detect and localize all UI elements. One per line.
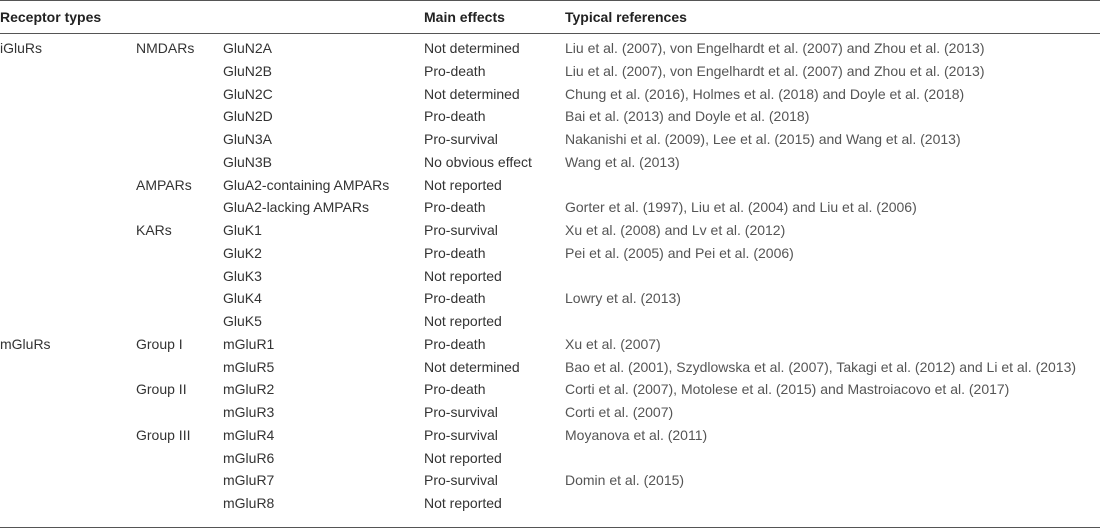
references-cell: Xu et al. (2008) and Lv et al. (2012) xyxy=(565,222,786,238)
references-cell: Bao et al. (2001), Szydlowska et al. (2007), Takagi et al. (2012) and Li et al. (2013) xyxy=(565,358,1077,375)
table-row xyxy=(0,493,1100,516)
main-effect-cell: Not determined xyxy=(424,40,520,56)
receptor-subtype-cell: mGluR1 xyxy=(223,335,275,352)
table-row xyxy=(0,243,1100,266)
table-row xyxy=(0,61,1100,84)
table-row xyxy=(0,311,1100,334)
main-effect-cell: Pro-death xyxy=(424,290,486,307)
main-effect-cell: Pro-death xyxy=(424,381,486,398)
table-row xyxy=(0,152,1100,175)
receptor-subtype-cell: GluK5 xyxy=(223,313,262,329)
receptor-group-cell: Group II xyxy=(136,381,187,398)
table-header-row xyxy=(0,0,1100,33)
main-effect-cell: Pro-survival xyxy=(424,472,498,489)
main-effect-cell: No obvious effect xyxy=(424,153,532,170)
receptor-subtype-cell: GluA2-containing AMPARs xyxy=(223,176,390,193)
references-cell: Liu et al. (2007), von Engelhardt et al. (2007) and Zhou et al. (2013) xyxy=(565,62,985,79)
main-effect-cell: Not determined xyxy=(424,358,520,375)
receptor-subtype-cell: mGluR4 xyxy=(223,426,275,443)
receptor-subtype-cell: mGluR5 xyxy=(223,358,275,375)
references-cell: Moyanova et al. (2011) xyxy=(565,426,708,443)
table-row xyxy=(0,288,1100,311)
receptor-subtype-cell: GluK1 xyxy=(223,222,262,238)
main-effect-cell: Not reported xyxy=(424,449,502,466)
references-cell: Gorter et al. (1997), Liu et al. (2004) and Liu et al. (2006) xyxy=(565,199,917,216)
receptor-subtype-cell: mGluR7 xyxy=(223,472,275,489)
header-typical-references: Typical references xyxy=(565,9,687,25)
main-effect-cell: Pro-death xyxy=(424,335,486,352)
references-cell: Xu et al. (2007) xyxy=(565,335,661,352)
receptor-subtype-cell: GluA2-lacking AMPARs xyxy=(223,199,370,216)
table-row xyxy=(0,266,1100,289)
table-row xyxy=(0,106,1100,129)
references-cell: Liu et al. (2007), von Engelhardt et al. (2007) and Zhou et al. (2013) xyxy=(565,40,985,56)
receptor-group-cell: Group I xyxy=(136,335,183,352)
receptor-subtype-cell: GluN2B xyxy=(223,62,273,79)
references-cell: Nakanishi et al. (2009), Lee et al. (2015) and Wang et al. (2013) xyxy=(565,131,961,147)
references-cell: Chung et al. (2016), Holmes et al. (2018) and Doyle et al. (2018) xyxy=(565,85,965,102)
receptor-subtype-cell: GluN3B xyxy=(223,153,273,170)
receptor-group-cell: KARs xyxy=(136,222,172,238)
table-row xyxy=(0,357,1100,380)
main-effect-cell: Not reported xyxy=(424,313,502,329)
receptor-subtype-cell: mGluR6 xyxy=(223,449,275,466)
receptor-group-cell: Group III xyxy=(136,426,191,443)
header-main-effects: Main effects xyxy=(424,9,505,25)
table-row xyxy=(0,220,1100,243)
main-effect-cell: Pro-death xyxy=(424,62,486,79)
receptor-subtype-cell: mGluR2 xyxy=(223,381,275,398)
receptor-subtype-cell: GluK2 xyxy=(223,244,262,261)
table-row xyxy=(0,448,1100,471)
references-cell: Corti et al. (2007) xyxy=(565,404,674,420)
receptor-subtype-cell: GluN3A xyxy=(223,131,273,147)
main-effect-cell: Pro-survival xyxy=(424,426,498,443)
main-effect-cell: Not reported xyxy=(424,495,502,511)
main-effect-cell: Not reported xyxy=(424,267,502,284)
receptor-subtype-cell: GluN2A xyxy=(223,40,273,56)
table-row xyxy=(0,334,1100,357)
main-effect-cell: Pro-survival xyxy=(424,404,498,420)
main-effect-cell: Pro-survival xyxy=(424,131,498,147)
receptor-subtype-cell: GluN2D xyxy=(223,108,273,125)
receptor-subtype-cell: mGluR3 xyxy=(223,404,275,420)
receptor-subtype-cell: GluK4 xyxy=(223,290,262,307)
table-row xyxy=(0,38,1100,61)
table-row xyxy=(0,379,1100,402)
references-cell: Corti et al. (2007), Motolese et al. (2015) and Mastroiacovo et al. (2017) xyxy=(565,381,1010,398)
table-body xyxy=(0,38,1100,516)
receptor-family-cell: iGluRs xyxy=(0,40,43,56)
receptor-subtype-cell: GluN2C xyxy=(223,85,273,102)
receptor-subtype-cell: GluK3 xyxy=(223,267,262,284)
table-row xyxy=(0,402,1100,425)
table-row xyxy=(0,197,1100,220)
bottom-rule xyxy=(0,527,1100,528)
references-cell: Bai et al. (2013) and Doyle et al. (2018) xyxy=(565,108,810,125)
main-effect-cell: Pro-death xyxy=(424,108,486,125)
table-row xyxy=(0,175,1100,198)
references-cell: Lowry et al. (2013) xyxy=(565,290,681,307)
main-effect-cell: Pro-survival xyxy=(424,222,498,238)
header-rule xyxy=(0,33,1100,34)
receptor-subtype-cell: mGluR8 xyxy=(223,495,275,511)
table-row xyxy=(0,84,1100,107)
header-receptor-types: Receptor types xyxy=(0,9,102,25)
main-effect-cell: Not determined xyxy=(424,85,520,102)
main-effect-cell: Not reported xyxy=(424,176,502,193)
references-cell: Domin et al. (2015) xyxy=(565,472,685,489)
table-row xyxy=(0,470,1100,493)
table-row xyxy=(0,425,1100,448)
main-effect-cell: Pro-death xyxy=(424,199,486,216)
references-cell: Pei et al. (2005) and Pei et al. (2006) xyxy=(565,244,794,261)
receptor-group-cell: AMPARs xyxy=(136,176,192,193)
receptor-family-cell: mGluRs xyxy=(0,335,51,352)
receptor-group-cell: NMDARs xyxy=(136,40,195,56)
main-effect-cell: Pro-death xyxy=(424,244,486,261)
table-row xyxy=(0,129,1100,152)
references-cell: Wang et al. (2013) xyxy=(565,153,680,170)
